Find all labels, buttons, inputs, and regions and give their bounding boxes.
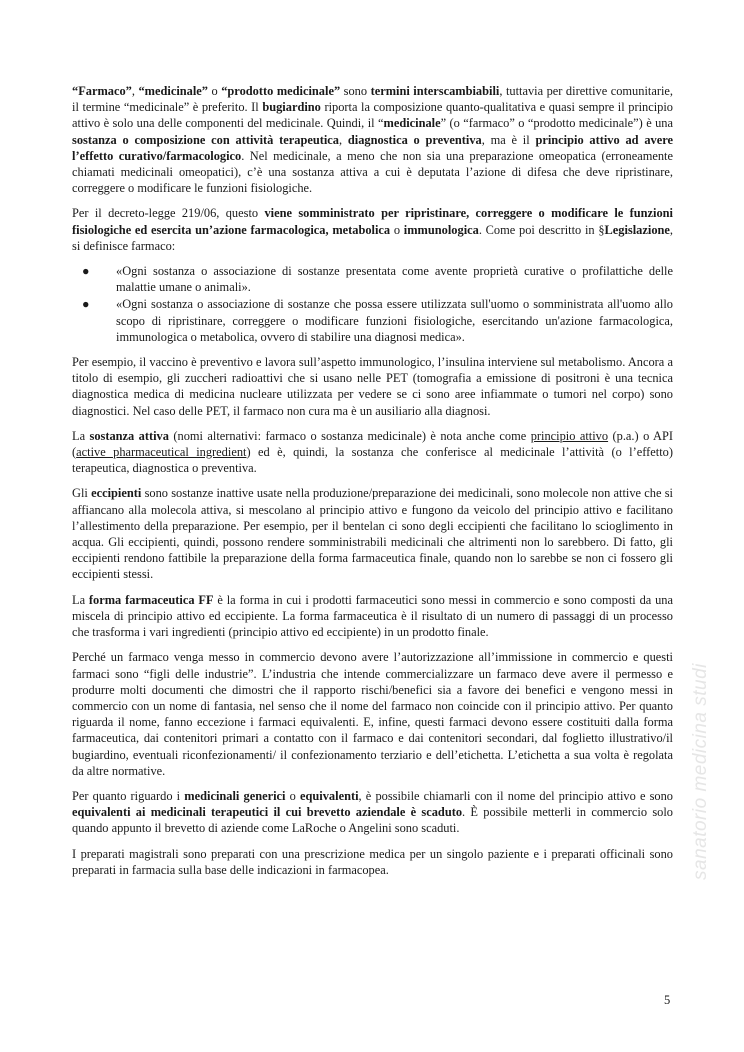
body-paragraph bbox=[72, 788, 673, 837]
bold-text: Legislazione bbox=[604, 222, 670, 237]
underlined-term: active pharmaceutical ingredient bbox=[76, 445, 247, 460]
document-page bbox=[72, 83, 673, 887]
intro-paragraphs bbox=[72, 83, 673, 254]
text-run: (nomi alternativi: farmaco o sostanza medicinale) è nota anche come bbox=[168, 428, 531, 443]
text-run: riporta la composizione quanto-qualitativa e quasi sempre il principio attivo è solo una delle componenti del medicinale. Quindi, il “ bbox=[72, 100, 673, 131]
text-run: ” (o “farmaco” o “prodotto medicinale”) è una bbox=[440, 116, 674, 131]
text-run: ) ed è, quindi, la sostanza che conferisce al medicinale l’attività (o l’effetto) terapeutica, diagnostica o preventiva. bbox=[72, 445, 673, 476]
body-paragraph bbox=[72, 846, 673, 878]
body-paragraph bbox=[72, 428, 673, 477]
text-run: , bbox=[339, 132, 348, 147]
page-number: 5 bbox=[664, 993, 671, 1007]
text-run: Per quanto riguardo i bbox=[72, 788, 185, 803]
text-run: La bbox=[72, 592, 89, 607]
text-run: sono sostanze inattive usate nella produzione/preparazione dei medicinali, sono molecole non attive che si affiancano alla molecola attiva, si mescolano al principio attivo e fungono da veicolo del principio attivo e facilitano l’allestimento della preparazione. Per esempio, per il bentelan ci sono degli eccipienti che facilitano lo scioglimento in acqua. Gli eccipienti, quindi, possono rendere somministrabili medicinali che altrimenti non lo sarebbero. Di fatto, gli eccipienti rendono fattibile la preparazione della forma farmaceutica finale, quando non lo sarebbe se non ci fossero gli eccipienti stessi. bbox=[72, 486, 673, 582]
bold-text: viene somministrato per ripristinare, correggere o modificare le funzioni fisiologiche ed esercita un’azione farmacologica, metabolica bbox=[72, 206, 673, 237]
bold-text: bugiardino bbox=[262, 100, 321, 115]
text-run: Per esempio, il vaccino è preventivo e lavora sull’aspetto immunologico, l’insulina interviene sul metabolismo. Ancora a titolo di esempio, gli zuccheri radioattivi che si usano nelle PET (tomografia a emissione di positroni è una tecnica diagnostica medica di medicina nucleare utilizzata per vedere se ci sono aree infiammate o tumori nel corpo) sono diagnostici. Nel caso delle PET, il farmaco non cura ma è un ausiliario alla diagnosi. bbox=[72, 355, 673, 418]
bold-text: “prodotto medicinale” bbox=[221, 84, 341, 98]
bold-text: equivalenti ai medicinali terapeutici il cui brevetto aziendale è scaduto bbox=[72, 805, 463, 820]
text-run: , tuttavia per direttive comunitarie, il termine “medicinale” è preferito. Il bbox=[72, 84, 673, 115]
definition-item bbox=[82, 263, 673, 295]
bold-text: eccipienti bbox=[91, 486, 142, 501]
text-run: o bbox=[208, 84, 222, 98]
body-paragraphs bbox=[72, 354, 673, 878]
text-run: , ma è il bbox=[481, 132, 536, 147]
text-run: . Nel medicinale, a meno che non sia una preparazione omeopatica (erroneamente chiamati medicinali omeopatici), c’è una sostanza attiva a cui è deputata l’azione di difesa che deve ripristinare, correggere o modificare le funzioni fisiologiche. bbox=[72, 148, 673, 196]
text-run: o bbox=[390, 222, 404, 237]
bold-text: termini interscambiabili bbox=[370, 84, 500, 98]
definition-text: «Ogni sostanza o associazione di sostanze che possa essere utilizzata sull'uomo o somministrata all'uomo allo scopo di ripristinare, correggere o modificare funzioni fisiologiche, esercitando un'azione farmacologica, immunologica o metabolica, ovvero di stabilire una diagnosi medica». bbox=[116, 297, 673, 344]
bold-text: forma farmaceutica FF bbox=[88, 592, 214, 607]
bold-text: sostanza o composizione con attività terapeutica bbox=[72, 132, 339, 147]
bold-text: immunologica bbox=[403, 222, 479, 237]
intro-paragraph bbox=[72, 83, 673, 196]
bold-text: “medicinale” bbox=[138, 84, 209, 98]
underlined-term: principio attivo bbox=[530, 428, 609, 443]
bold-text: medicinali generici bbox=[184, 788, 286, 803]
bold-text: medicinale bbox=[383, 116, 441, 131]
text-run: Perché un farmaco venga messo in commercio devono avere l’autorizzazione all’immissione in commercio e questi farmaci sono “figli delle industrie”. L’industria che intende commercializzare un farmaco deve avere il permesso e produrre molti documenti che dimostri che il rapporto rischi/benefici sia a favore dei benefici e vengono messi in commercio con un nome di fantasia, nel senso che il nome del farmaco non coincide con il principio attivo. Per quanto riguarda il nome, fanno eccezione i farmaci equivalenti. E, infine, questi farmaci devono essere costituiti dalla forma farmaceutica, dai contenitori primari a contatto con il farmaco e dai contenitori secondari, dal foglietto illustrativo/il bugiardino, eventuali riconfezionamenti/ il confezionamento terziario e dell’etichetta. L’etichetta a sua volta è regolata da altre normative. bbox=[72, 650, 673, 778]
text-run: , si definisce farmaco: bbox=[72, 222, 674, 253]
watermark-text: sanatorio medicina studi bbox=[690, 663, 711, 880]
body-paragraph bbox=[72, 354, 673, 419]
text-run: , bbox=[131, 84, 139, 98]
text-run: Per il decreto-legge 219/06, questo bbox=[72, 206, 265, 221]
text-run: , è possibile chiamarli con il nome del principio attivo e sono bbox=[358, 788, 674, 803]
definition-item bbox=[82, 296, 673, 345]
definition-list bbox=[72, 263, 673, 345]
text-run: o bbox=[285, 788, 301, 803]
text-run: sono bbox=[340, 84, 371, 98]
text-run: (p.a.) o API ( bbox=[72, 428, 673, 460]
bold-text: principio attivo ad avere l’effetto curativo/farmacologico bbox=[72, 132, 673, 163]
definition-text: «Ogni sostanza o associazione di sostanze presentata come avente proprietà curative o profilattiche delle malattie umane o animali». bbox=[116, 264, 673, 295]
body-paragraph bbox=[72, 485, 673, 582]
text-run: Gli bbox=[72, 486, 92, 501]
bold-text: equivalenti bbox=[300, 788, 359, 803]
intro-paragraph bbox=[72, 205, 673, 254]
text-run: . Come poi descritto in § bbox=[478, 222, 605, 237]
text-run: è la forma in cui i prodotti farmaceutici sono messi in commercio e sono composti da una miscela di principio attivo ed eccipiente. La forma farmaceutica è il risultato di un numero di passaggi di un processo che trasforma i vari ingredienti (principio attivo ed eccipiente) in un prodotto finale. bbox=[72, 592, 673, 640]
bold-text: sostanza attiva bbox=[89, 428, 169, 443]
bullet-icon: ● bbox=[82, 297, 90, 312]
text-run: I preparati magistrali sono preparati con una prescrizione medica per un singolo paziente e i preparati officinali sono preparati in farmacia sulla base delle indicazioni in farmacopea. bbox=[72, 846, 673, 877]
body-paragraph bbox=[72, 649, 673, 779]
body-paragraph bbox=[72, 592, 673, 641]
text-run: La bbox=[72, 428, 90, 443]
text-run: . È possibile metterli in commercio solo quando appunto il brevetto di aziende come LaRoche o Angelini sono scaduti. bbox=[72, 805, 673, 836]
bold-text: diagnostica o preventiva bbox=[347, 132, 482, 147]
bold-text: “Farmaco” bbox=[72, 84, 132, 98]
bullet-icon: ● bbox=[82, 264, 90, 279]
